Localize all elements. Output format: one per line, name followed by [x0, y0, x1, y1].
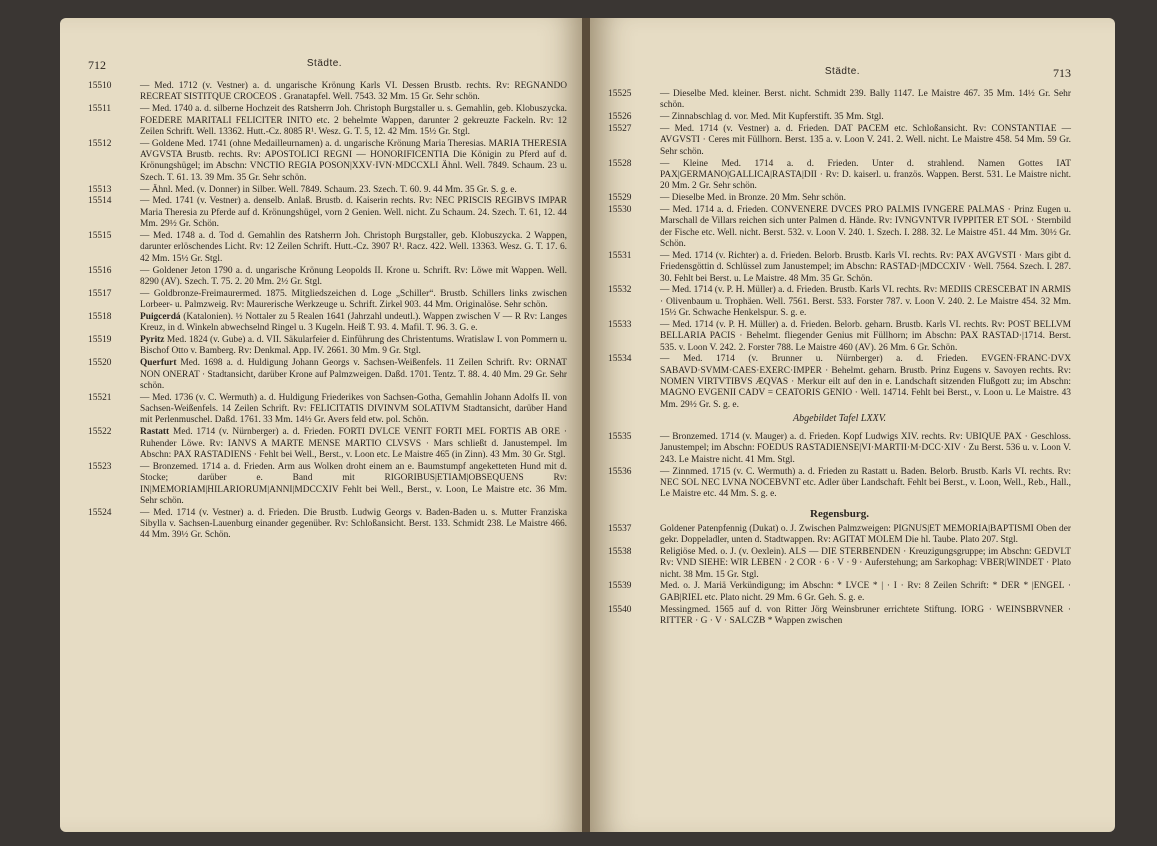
catalog-entry: [608, 124, 1071, 158]
entry-number: 15530: [608, 204, 632, 215]
entry-number: 15539: [608, 581, 632, 592]
entry-number: 15516: [88, 265, 112, 276]
right-page: [590, 18, 1115, 832]
entry-place: Pyritz: [140, 335, 165, 346]
entry-text: — Dieselbe Med. kleiner. Berst. nicht. Schmidt 239. Bally 1147. Le Maistre 467. 35 Mm. 14½ Gr. Sehr schön.: [660, 89, 1071, 111]
left-running-title: Städte.: [306, 58, 343, 69]
entry-place: Rastatt: [140, 427, 170, 438]
entry-number: 15534: [608, 354, 632, 365]
left-page-header: [88, 58, 567, 73]
entry-number: 15518: [88, 311, 112, 322]
entry-number: 15521: [88, 392, 112, 403]
catalog-entry: [88, 427, 567, 461]
left-page: [60, 18, 585, 832]
right-entry-list-2: [608, 432, 1071, 501]
open-book: [60, 18, 1130, 838]
catalog-entry: [88, 196, 567, 230]
entry-text: — Med. 1714 (v. Vestner) a. d. Frieden. DAT PACEM etc. Schloßansicht. Rv: CONSTANTIAE — AVGVSTI · Ceres mit Füllhorn. Berst. 135 a. v. Loon V. 241. 2. Well. nicht. Le Maistre 458. 54 Mm. 59 Gr. Sehr schön.: [660, 124, 1071, 157]
entry-number: 15524: [88, 507, 112, 518]
entry-text: — Zinnabschlag d. vor. Med. Mit Kupferstift. 35 Mm. Stgl.: [660, 112, 884, 123]
entry-number: 15538: [608, 546, 632, 557]
catalog-entry: [88, 508, 567, 542]
left-entry-list: [88, 81, 567, 542]
catalog-entry: [608, 320, 1071, 354]
catalog-entry: [608, 524, 1071, 547]
entry-text: — Dieselbe Med. in Bronze. 20 Mm. Sehr schön.: [660, 193, 846, 204]
entry-text: — Med. 1714 (v. Brunner u. Nürnberger) a. d. Frieden. EVGEN·FRANC·DVX SABAVD·SVMM·CAES·EXERC·IMPER · Behelmt. geharn. Brustb. Prinz Eugens v. Savoyen rechts. Rv: NOMEN VIRTVTIBVS ÆQVAS · Merkur eilt auf den in e. Landschaft sitzenden Flußgott zu; im Abschn: MAGNO EVGENII CADV = CEATORIS GENIO · Well. 14714. Fehlt bei Berst., v. Loon u. Le Maistre. 43 Mm. 29½ Gr. S. g. e.: [660, 354, 1071, 410]
catalog-entry: [608, 354, 1071, 411]
entry-text: Med. o. J. Mariä Verkündigung; im Abschn: * LVCE * | · I · Rv: 8 Zeilen Schrift: * DER * |ENGEL · GAB|RIEL etc. Plato nicht. 29 Mm. 6 Gr. Geh. S. g. e.: [660, 581, 1071, 603]
catalog-entry: [88, 462, 567, 507]
entry-text: — Ähnl. Med. (v. Donner) in Silber. Well. 7849. Schaum. 23. Szech. T. 60. 9. 44 Mm. 35 Gr. S. g. e.: [140, 184, 517, 195]
entry-number: 15526: [608, 112, 632, 123]
catalog-entry: [88, 393, 567, 427]
catalog-entry: [88, 231, 567, 265]
plate-caption: Abgebildet Tafel LXXV.: [792, 413, 887, 425]
catalog-entry: [608, 467, 1071, 501]
entry-number: 15513: [88, 184, 112, 195]
entry-text: Med. 1714 (v. Nürnberger) a. d. Frieden. FORTI DVLCE VENIT FORTI MEL FORTIS AB ORE · Ruhender Löwe. Rv: IANVS A MARTE MENSE MARTIO CLVSVS · Mars schließt d. Janustempel. Im Abschn: PAX RASTADIENS · Fehlt bei Well., Berst., v. Loon etc. Le Maistre 465 (in Zinn). 43 Mm. 30 Gr. Stgl.: [140, 427, 567, 460]
catalog-entry: [608, 432, 1071, 466]
entry-text: — Med. 1712 (v. Vestner) a. d. ungarische Krönung Karls VI. Dessen Brustb. rechts. Rv: REGNANDO RECREAT SISTITQUE CROCEOS . Granatapfel. Well. 7543. 32 Mm. 15 Gr. Sehr schön.: [140, 81, 567, 103]
entry-number: 15519: [88, 335, 112, 346]
catalog-entry: [608, 193, 1071, 204]
entry-number: 15511: [88, 104, 112, 115]
catalog-entry: [88, 358, 567, 392]
entry-text: — Bronzemed. 1714 a. d. Frieden. Arm aus Wolken droht einem an e. Baumstumpf angeketteten Hund mit d. Stocke; darüber e. Band mit RIGORIBUS|ETIAM|OBSEQUENS Rv: IN|MEMORIAM|HILARIORUM|ANNI|MDCCXIV Fehlt bei Well., Berst., v. Loon, Le Maistre etc. 36 Mm. Sehr schön.: [140, 461, 567, 506]
entry-number: 15515: [88, 230, 112, 241]
right-page-header: [608, 66, 1071, 81]
entry-text: — Med. 1748 a. d. Tod d. Gemahlin des Ratsherrn Joh. Christoph Burgstaller, geb. Klobuszycka. 2 Wappen, darunter erlöschendes Licht. Rv: 12 Zeilen Schrift. Hutt.-Cz. 3907 R¹. Racz. 422. Well. 13363. Wesz. G. T. 17. 6. 42 Mm. 15½ Gr. Stgl.: [140, 230, 567, 264]
catalog-entry: [608, 285, 1071, 319]
entry-text: Med. 1698 a. d. Huldigung Johann Georgs v. Sachsen-Weißenfels. 11 Zeilen Schrift. Rv: ORNAT NON ONERAT · Stadtansicht, darüber Krone auf Palmzweigen. Daßd. 1701. Tentz. T. 88. 4. 40 Mm. 29 Gr. Sehr schön.: [140, 358, 568, 391]
entry-number: 15528: [608, 158, 632, 169]
entry-text: — Bronzemed. 1714 (v. Mauger) a. d. Frieden. Kopf Ludwigs XIV. rechts. Rv: UBIQUE PAX · Geschloss. Janustempel; im Abschn: FOEDUS RASTADIENSE|VI·MARTII·M·DCC·XIV · Zu Berst. 536 u. v. Loon V. 243. Le Maistre nicht. 41 Mm. Stgl.: [660, 432, 1071, 465]
entry-number: 15525: [608, 89, 632, 99]
catalog-entry: [88, 185, 567, 196]
entry-text: — Med. 1714 a. d. Frieden. CONVENERE DVCES PRO PALMIS IVNGERE PALMAS · Prinz Eugen u. Marschall de Villars reichen sich unter Palmen d. Hände. Rv: IVNGVNTVR IVPPITER ET SOL · Sternbild der Fische etc. Well. nicht. Berst. 532. v. Loon V. 240. 1. Szech. I. 288. 32. Le Maistre 451. 44 Mm. 30½ Gr. Schön.: [660, 204, 1071, 249]
entry-number: 15514: [88, 196, 112, 207]
entry-text: — Kleine Med. 1714 a. d. Frieden. Unter d. strahlend. Namen Gottes IAT PAX|GERMANO|GALLICA|RASTA|DII · Rv: D. kaiserl. u. französ. Wappen. Berst. 531. Le Maistre nicht. 20 Mm. 2 Gr. Sehr schön.: [660, 158, 1071, 192]
entry-number: 15522: [88, 427, 112, 438]
catalog-entry: [608, 605, 1071, 628]
entry-text: — Med. 1736 (v. C. Wermuth) a. d. Huldigung Friederikes von Sachsen-Gotha, Gemahlin Johann Adolfs II. von Sachsen-Weißenfels. 14 Zeilen Schrift. Rv: FELICITATIS DIVINVM SOLATIVM Stadtansicht, darüber Hand mit Perlenmuschel. Daßd. 1761. 33 Mm. 14½ Gr. Avers feld etw. pol. Schön.: [140, 392, 567, 426]
catalog-entry: [88, 312, 567, 335]
right-entry-list: [608, 89, 1071, 411]
entry-text: — Med. 1714 (v. Vestner) a. d. Frieden. Die Brustb. Ludwig Georgs v. Baden-Baden u. s. Mutter Franziska Sibylla v. Sachsen-Lauenburg einander gegenüber. Rv: Schloßansicht. Berst. 133. Schmidt 238. Le Maistre 466. 44 Mm. 39½ Gr. Schön.: [140, 507, 567, 541]
catalog-entry: [608, 205, 1071, 250]
right-entry-list-3: [608, 524, 1071, 628]
entry-text: — Med. 1741 (v. Vestner) a. denselb. Anlaß. Brustb. d. Kaiserin rechts. Rv: NEC PRISCIS REGIBVS IMPAR Maria Theresia zu Pferde auf d. Krönungshügel, vorn 2 Genien. Well. nicht. Zu Schaum. 24. Szech. T. 61, 12. 44 Mm. 29½ Gr. Schön.: [140, 196, 567, 230]
entry-text: — Med. 1714 (v. Richter) a. d. Frieden. Belorb. Brustb. Karls VI. rechts. Rv: PAX AVGVSTI · Mars gibt d. Friedensgöttin d. Schlüssel zum Janustempel; im Abschn: RASTAD·|MDCCXIV · Well. 7564. Szech. I. 287. 30. Fehlt bei Berst. u. Le Maistre. 48 Mm. 35 Gr. Schön.: [660, 250, 1071, 284]
entry-number: 15520: [88, 358, 112, 369]
entry-place: Querfurt: [140, 358, 177, 369]
catalog-entry: [608, 581, 1071, 604]
entry-text: — Goldener Jeton 1790 a. d. ungarische Krönung Leopolds II. Krone u. Schrift. Rv: Löwe mit Wappen. Well. 8290 (AV). Szech. T. 75. 2. 20 Mm. 2½ Gr. Stgl.: [140, 265, 567, 287]
entry-text: (Katalonien). ½ Nottaler zu 5 Realen 1641 (Jahrzahl undeutl.). Wappen zwischen V — R Rv: Langes Kreuz, in d. Winkeln abwechselnd Ringel u. 3 Kugeln. Heiß T. 93. 4. Mafil. T. 96. 3. G. e.: [140, 311, 568, 334]
catalog-entry: [88, 81, 567, 104]
catalog-entry: [88, 104, 567, 138]
catalog-entry: [88, 139, 567, 184]
entry-text: Med. 1824 (v. Gube) a. d. VII. Säkularfeier d. Einführung des Christentums. Wratislaw I. von Pommern u. Bischof Otto v. Bamberg. Rv: Denkmal. App. IV. 2661. 30 Mm. 9 Gr. Stgl.: [140, 335, 567, 357]
entry-text: Goldener Patenpfennig (Dukat) o. J. Zwischen Palmzweigen: PIGNUS|ET MEMORIA|BAPTISMI Oben der gekr. Doppeladler, unten d. Stadtwappen. Rv: AGITAT MOLEM Die hl. Taube. Plato 207. Stgl.: [660, 523, 1071, 546]
catalog-entry: [608, 159, 1071, 193]
entry-text: — Med. 1714 (v. P. H. Müller) a. d. Frieden. Brustb. Karls VI. rechts. Rv: MEDIIS CRESCEBAT IN ARMIS · Olivenbaum u. Trophäen. Well. 7561. Berst. 533. Forster 787. v. Loon V. 240. 2. Le Maistre 454. 32 Mm. 15½ Gr. Schwache Henkelspur. S. g. e.: [660, 285, 1071, 319]
entry-number: 15535: [608, 432, 632, 443]
entry-text: — Zinnmed. 1715 (v. C. Wermuth) a. d. Frieden zu Rastatt u. Baden. Belorb. Brustb. Karls VI. rechts. Rv: NEC SOL NEC LVNA NOCEBVNT etc. Adler über Landschaft. Fehlt bei Berst., v. Loon, Well., Reb., Hall., Le Maistre etc. 44 Mm. S. g. e.: [660, 466, 1071, 500]
entry-text: — Med. 1714 (v. P. H. Müller) a. d. Frieden. Belorb. geharn. Brustb. Karls VI. rechts. Rv: POST BELLVM BELLARIA PACIS · Behelmt. fliegender Genius mit Füllhorn; im Abschn: PAX RASTAD·|1714. Berst. 535. v. Loon V. 242. 2. Forster 788. Le Maistre 460 (AV). 26 Mm. 6 Gr. Schön.: [660, 319, 1071, 353]
entry-place: Puigcerdá: [140, 311, 181, 322]
section-title: Regensburg.: [810, 507, 869, 520]
catalog-entry: [88, 289, 567, 312]
entry-text: Religiöse Med. o. J. (v. Oexlein). ALS — DIE STERBENDEN · Kreuzigungsgruppe; im Abschn: GEDVLT Rv: VND SIEHE: WIR LEBEN · 2 COR · 6 · V · 9 · Auferstehung; am Sarkophag: VBER|WINDET · Plato nicht. 38 Mm. 15 Gr. Stgl.: [660, 546, 1071, 580]
left-page-number: 712: [88, 58, 106, 72]
catalog-entry: [608, 547, 1071, 581]
entry-number: 15536: [608, 466, 632, 477]
entry-number: 15537: [608, 523, 632, 534]
entry-number: 15512: [88, 138, 112, 149]
entry-number: 15517: [88, 288, 112, 299]
right-page-number: 713: [1052, 66, 1071, 80]
entry-text: Messingmed. 1565 auf d. von Ritter Jörg Weinsbruner errichtete Stiftung. IORG · WEINSBRVNER · RITTER · G · V · SALCZB * Wappen zwischen: [660, 604, 1071, 626]
catalog-entry: [608, 251, 1071, 285]
entry-number: 15540: [608, 604, 632, 615]
catalog-entry: [88, 266, 567, 289]
entry-text: — Med. 1740 a. d. silberne Hochzeit des Ratsherrn Joh. Christoph Burgstaller u. s. Gemahlin, geb. Klobuszycka. FOEDERE MARITALI FELICITER INITO etc. 2 behelmte Wappen, darunter 2 gekreuzte Fackeln. Rv: 12 Zeilen Schrift. Well. 13362. Hutt.-Cz. 8085 R¹. Wesz. G. T. 5, 12. 42 Mm. 15½ Gr. Stgl.: [140, 104, 567, 137]
entry-number: 15523: [88, 461, 112, 472]
catalog-entry: [608, 112, 1071, 123]
catalog-entry: [88, 335, 567, 358]
right-running-title: Städte.: [824, 66, 861, 77]
entry-number: 15527: [608, 124, 632, 135]
entry-number: 15533: [608, 319, 632, 330]
entry-number: 15531: [608, 250, 632, 261]
entry-number: 15532: [608, 285, 632, 296]
entry-text: — Goldbronze-Freimaurermed. 1875. Mitgliedszeichen d. Loge „Schiller“. Brustb. Schillers links zwischen Lorbeer- u. Palmzweig. Rv: Maurerische Werkzeuge u. Schrift. Zirkel 903. 44 Mm. Originalöse. Sehr schön.: [140, 288, 567, 311]
entry-text: — Goldene Med. 1741 (ohne Medailleurnamen) a. d. ungarische Krönung Maria Theresias. MARIA THERESIA AVGVSTA Brustb. rechts. Rv: APOSTOLICI REGNI — HONORIFICENTIA Die Königin zu Pferd auf d. Krönungshügel; im Abschn: VNCTIO REGIA POSON|XXV·IVN·MDCCXLI Ähnl. Well. 7849. Schaum. 23 u. Szech. T. 61. 13. 39 Mm. 35 Gr. Sehr schön.: [140, 138, 567, 183]
entry-number: 15510: [88, 81, 112, 91]
catalog-entry: [608, 89, 1071, 112]
entry-number: 15529: [608, 193, 632, 204]
